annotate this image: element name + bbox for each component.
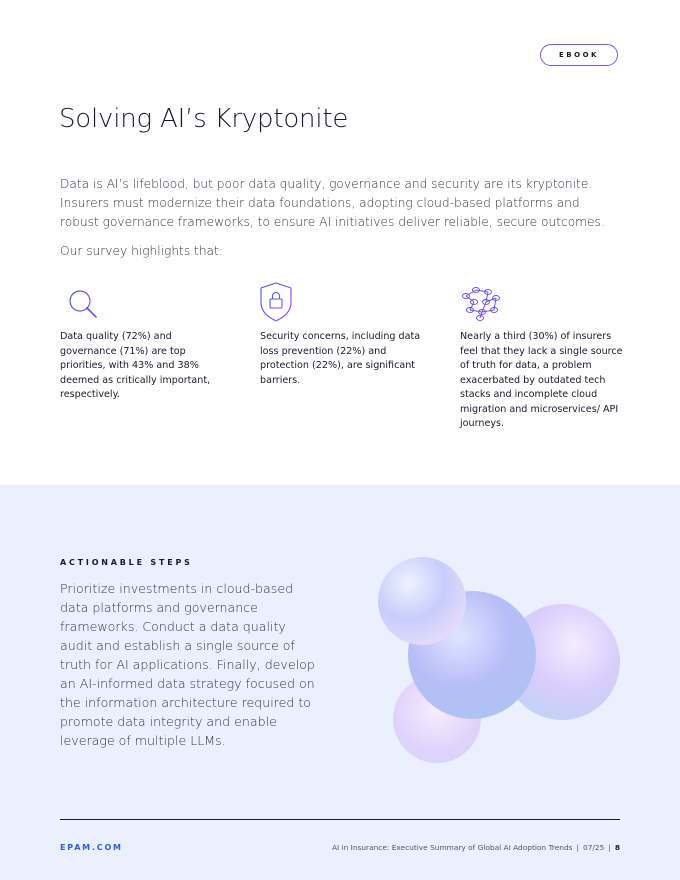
- sphere-top-left: [378, 557, 466, 645]
- stat-text: Nearly a third (30%) of insurers feel that they lack a single source of truth for data, a problem exacerbated by outdated tech stacks and incomplete cloud migration and microservices/ API journeys.: [460, 331, 623, 429]
- actionable-steps-heading: ACTIONABLE STEPS: [60, 558, 193, 567]
- stat-text: Security concerns, including data loss prevention (22%) and protection (22%), are significant barriers.: [260, 331, 421, 386]
- footer-separator: |: [576, 843, 580, 852]
- network-nodes-icon: [460, 282, 504, 322]
- page-title: Solving AI’s Kryptonite: [59, 104, 349, 134]
- footer-doc-title: AI in Insurance: Executive Summary of Global AI Adoption Trends: [331, 843, 573, 852]
- actionable-steps-panel: [0, 485, 680, 880]
- ebook-badge: EBOOK: [540, 44, 618, 66]
- stat-single-source: [460, 282, 625, 432]
- intro-paragraph: Data is AI’s lifeblood, but poor data quality, governance and security are its kryptonite. Insurers must modernize their data foundations, adopting cloud-based platforms and robust governance frameworks, to ensure AI initiatives deliver reliable, secure outcomes.: [60, 177, 605, 229]
- footer-separator: |: [608, 843, 611, 852]
- stat-data-quality: [60, 282, 230, 403]
- page-number: 8: [614, 843, 620, 852]
- highlights-intro: Our survey highlights that:: [60, 244, 223, 258]
- stat-text: Data quality (72%) and governance (71%) are top priorities, with 43% and 38% deemed as critically important, respectively.: [60, 331, 211, 400]
- shield-lock-icon: [260, 282, 304, 322]
- magnifier-data-icon: [60, 282, 104, 322]
- footer-divider: [60, 819, 620, 820]
- actionable-steps-body: Prioritize investments in cloud-based data platforms and governance frameworks. Conduct a data quality audit and establish a single source of truth for AI applications. Finally, develop an AI-informed data strategy focused on the information architecture required to promote data integrity and enable leverage of multiple LLMs.: [60, 581, 315, 748]
- stat-security: [260, 282, 430, 388]
- footer-site-link[interactable]: EPAM.COM: [60, 843, 123, 852]
- footer-meta: [332, 843, 620, 852]
- decorative-spheres: [370, 545, 630, 775]
- footer-date: 07/25: [583, 843, 605, 852]
